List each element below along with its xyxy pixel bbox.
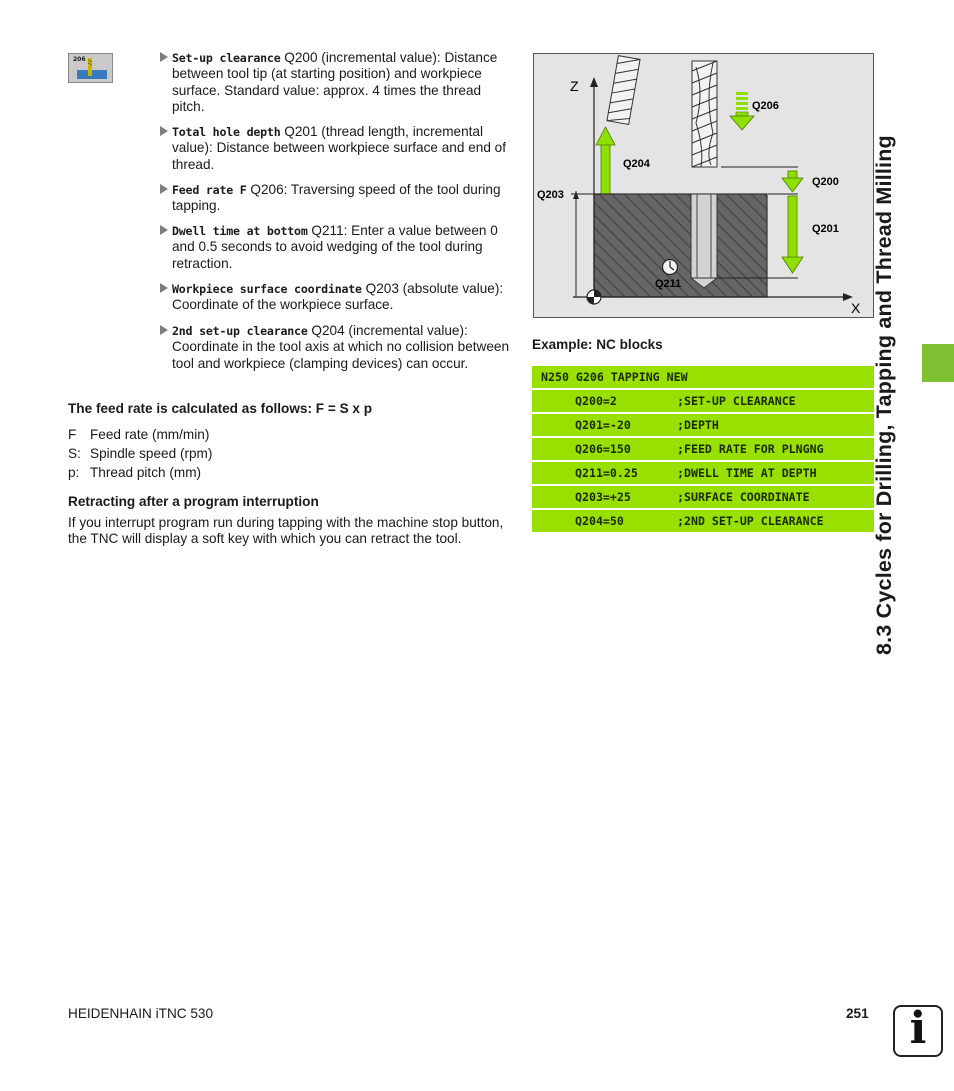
- nc-block-row: [532, 486, 874, 508]
- x-axis-label: X: [851, 300, 861, 316]
- bullet-arrow-icon: [160, 283, 168, 293]
- nc-comment: ;2ND SET-UP CLEARANCE: [677, 514, 824, 528]
- param-text: Q211: Enter a value between 0 and 0.5 seconds to avoid wedging of the tool during retraction.: [172, 223, 498, 271]
- nc-comment: ;SURFACE COORDINATE: [677, 490, 810, 504]
- nc-comment: ;DWELL TIME AT DEPTH: [677, 466, 817, 480]
- definition-key: p:: [68, 465, 80, 480]
- tapping-diagram: [533, 53, 874, 318]
- param-setup-clearance: [172, 50, 512, 115]
- nc-block: Q204=50: [575, 514, 624, 528]
- retract-heading: Retracting after a program interruption: [68, 494, 319, 509]
- nc-comment: ;DEPTH: [677, 418, 719, 432]
- nc-block-row: [532, 510, 874, 532]
- q201-arrow: [788, 196, 797, 258]
- definition-value: Thread pitch (mm): [90, 465, 202, 480]
- chapter-side-title: 8.3 Cycles for Drilling, Tapping and Thread Milling: [872, 135, 896, 655]
- param-dwell-time: [172, 223, 512, 272]
- nc-block-row: [532, 390, 874, 412]
- definition-key: S:: [68, 446, 81, 461]
- bullet-arrow-icon: [160, 52, 168, 62]
- param-text: Q203 (absolute value): Coordinate of the workpiece surface.: [172, 281, 504, 313]
- nc-comment: ;SET-UP CLEARANCE: [677, 394, 796, 408]
- param-text: Q206: Traversing speed of the tool during tapping.: [172, 182, 501, 214]
- nc-block-row: [532, 462, 874, 484]
- nc-block: Q206=150: [575, 442, 631, 456]
- info-icon-glyph: i: [909, 1003, 927, 1054]
- cycle-206-icon: [68, 53, 113, 83]
- info-icon: [893, 1005, 943, 1057]
- param-text: Q200 (incremental value): Distance between tool tip (at starting position) and workpiece surface. Standard value: approx. 4 times the thread pitch.: [172, 50, 498, 114]
- definition-value: Spindle speed (rpm): [90, 446, 213, 461]
- nc-block-row: [532, 414, 874, 436]
- definition-item: [68, 446, 212, 461]
- q204-label: Q204: [623, 158, 650, 170]
- q201-label: Q201: [812, 223, 839, 235]
- definition-key: F: [68, 427, 77, 442]
- param-code: Set-up clearance: [172, 51, 281, 65]
- retract-text: If you interrupt program run during tapping with the machine stop button, the TNC will display a soft key with which you can retract the tool.: [68, 515, 504, 547]
- definition-item: [68, 465, 201, 480]
- nc-block: Q211=0.25: [575, 466, 638, 480]
- nc-block: Q201=-20: [575, 418, 631, 432]
- definition-item: [68, 427, 209, 442]
- footer-product: HEIDENHAIN iTNC 530: [68, 1006, 214, 1021]
- nc-comment: ;FEED RATE FOR PLNGNG: [677, 442, 824, 456]
- q211-label: Q211: [655, 278, 682, 290]
- z-axis-label: Z: [570, 78, 579, 94]
- bullet-arrow-icon: [160, 126, 168, 136]
- param-total-hole-depth: [172, 124, 512, 173]
- param-code: Workpiece surface coordinate: [172, 282, 362, 296]
- bullet-arrow-icon: [160, 325, 168, 335]
- nc-block: Q200=2: [575, 394, 617, 408]
- param-2nd-setup-clearance: [172, 323, 512, 372]
- footer-page-number: 251: [846, 1006, 869, 1021]
- param-text: Q204 (incremental value): Coordinate in the tool axis at which no collision between tool and workpiece (clamping devices) can occur.: [172, 323, 510, 371]
- tap-tool-center: [692, 61, 717, 167]
- definition-value: Feed rate (mm/min): [90, 427, 210, 442]
- example-heading: Example: NC blocks: [532, 337, 663, 352]
- q204-arrow: [601, 143, 610, 194]
- bullet-arrow-icon: [160, 225, 168, 235]
- param-text: Q201 (thread length, incremental value): Distance between workpiece surface and end of thread.: [172, 124, 506, 172]
- param-code: Total hole depth: [172, 125, 281, 139]
- param-code: Dwell time at bottom: [172, 224, 308, 238]
- param-code: Feed rate F: [172, 183, 247, 197]
- bullet-arrow-icon: [160, 184, 168, 194]
- param-feed-rate: [172, 182, 512, 215]
- nc-block-row: [532, 438, 874, 460]
- param-code: 2nd set-up clearance: [172, 324, 308, 338]
- nc-block-row: [532, 366, 874, 388]
- cycle-number: 206: [73, 56, 86, 63]
- q203-label: Q203: [537, 189, 564, 201]
- param-workpiece-surface: [172, 281, 512, 314]
- tapping-tool-icon: [69, 54, 114, 84]
- tapped-hole: [691, 194, 717, 278]
- nc-block: N250 G206 TAPPING NEW: [541, 370, 688, 384]
- feed-rate-heading: The feed rate is calculated as follows: F = S x p: [68, 401, 373, 416]
- q200-label: Q200: [812, 176, 839, 188]
- nc-block: Q203=+25: [575, 490, 631, 504]
- chapter-tab-marker: [922, 344, 954, 382]
- q206-label: Q206: [752, 100, 779, 112]
